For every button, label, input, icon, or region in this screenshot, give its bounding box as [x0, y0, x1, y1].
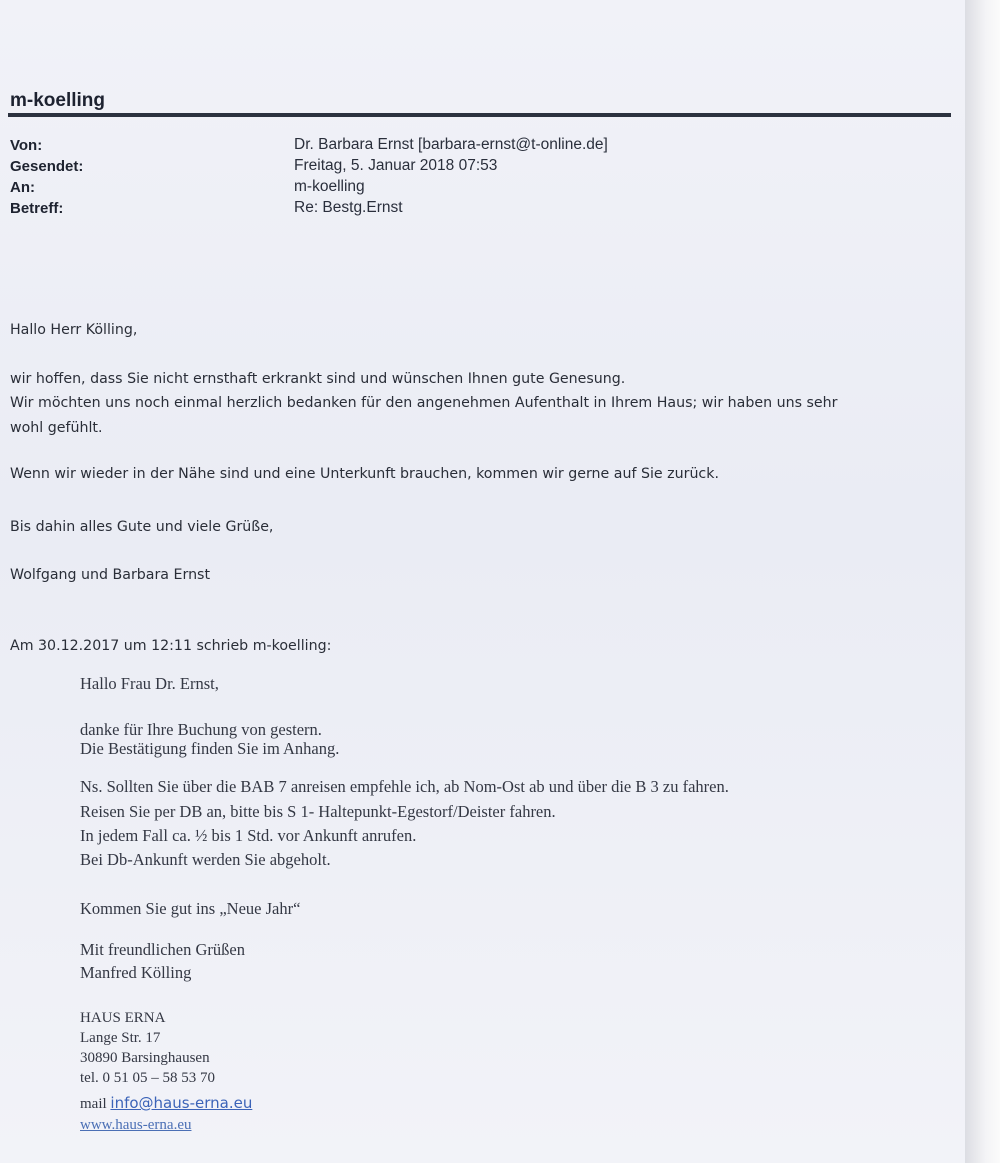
company-web-row — [80, 1117, 191, 1134]
reply-closing: Bis dahin alles Gute und viele Grüße, — [10, 519, 274, 535]
quoted-regards: Mit freundlichen Grüßen — [80, 940, 245, 959]
company-city: 30890 Barsinghausen — [80, 1050, 210, 1066]
sent-value: Freitag, 5. Januar 2018 07:53 — [294, 157, 498, 174]
quoted-greeting: Hallo Frau Dr. Ernst, — [80, 674, 219, 693]
subject-value: Re: Bestg.Ernst — [294, 199, 403, 216]
quoted-note-line: In jedem Fall ca. ½ bis 1 Std. vor Ankunft anrufen. — [80, 826, 417, 845]
mail-label: mail — [80, 1096, 107, 1112]
to-label: An: — [10, 179, 35, 196]
to-value: m-koelling — [294, 178, 365, 195]
subject-label: Betreff: — [10, 200, 64, 217]
mailbox-title: m-koelling — [10, 90, 106, 111]
quoted-sender-name: Manfred Kölling — [80, 963, 192, 982]
reply-paragraph: Wenn wir wieder in der Nähe sind und eine Unterkunft brauchen, kommen wir gerne auf Sie zurück. — [10, 466, 719, 482]
reply-paragraph-line: wir hoffen, dass Sie nicht ernsthaft erkrankt sind und wünschen Ihnen gute Genesung. — [10, 371, 626, 387]
quote-intro: Am 30.12.2017 um 12:11 schrieb m-koelling: — [10, 638, 332, 654]
quoted-line: danke für Ihre Buchung von gestern. — [80, 720, 322, 739]
reply-signature: Wolfgang und Barbara Ernst — [10, 567, 211, 583]
title-divider — [8, 113, 951, 117]
quoted-note-line: Ns. Sollten Sie über die BAB 7 anreisen empfehle ich, ab Nom-Ost ab und über die B 3 zu fahren. — [80, 777, 729, 796]
sent-label: Gesendet: — [10, 158, 84, 175]
company-mail-row — [80, 1094, 252, 1113]
website-link[interactable]: www.haus-erna.eu — [80, 1117, 192, 1133]
quoted-line: Die Bestätigung finden Sie im Anhang. — [80, 739, 340, 758]
company-phone: tel. 0 51 05 – 58 53 70 — [80, 1070, 215, 1086]
company-street: Lange Str. 17 — [80, 1030, 161, 1046]
company-name: HAUS ERNA — [80, 1010, 166, 1026]
reply-paragraph-line: Wir möchten uns noch einmal herzlich bedanken für den angenehmen Aufenthalt in Ihrem Haus; wir haben uns sehr — [10, 395, 838, 411]
reply-greeting: Hallo Herr Kölling, — [10, 322, 138, 338]
quoted-newyear: Kommen Sie gut ins „Neue Jahr“ — [80, 899, 301, 918]
quoted-note-line: Bei Db-Ankunft werden Sie abgeholt. — [80, 850, 331, 869]
from-value: Dr. Barbara Ernst [barbara-ernst@t-online.de] — [294, 136, 608, 153]
mail-link[interactable]: info@haus-erna.eu — [110, 1094, 253, 1112]
quoted-note-line: Reisen Sie per DB an, bitte bis S 1- Haltepunkt-Egestorf/Deister fahren. — [80, 802, 556, 821]
page-edge — [965, 0, 1000, 1163]
from-label: Von: — [10, 137, 43, 154]
reply-paragraph-line: wohl gefühlt. — [10, 420, 103, 436]
